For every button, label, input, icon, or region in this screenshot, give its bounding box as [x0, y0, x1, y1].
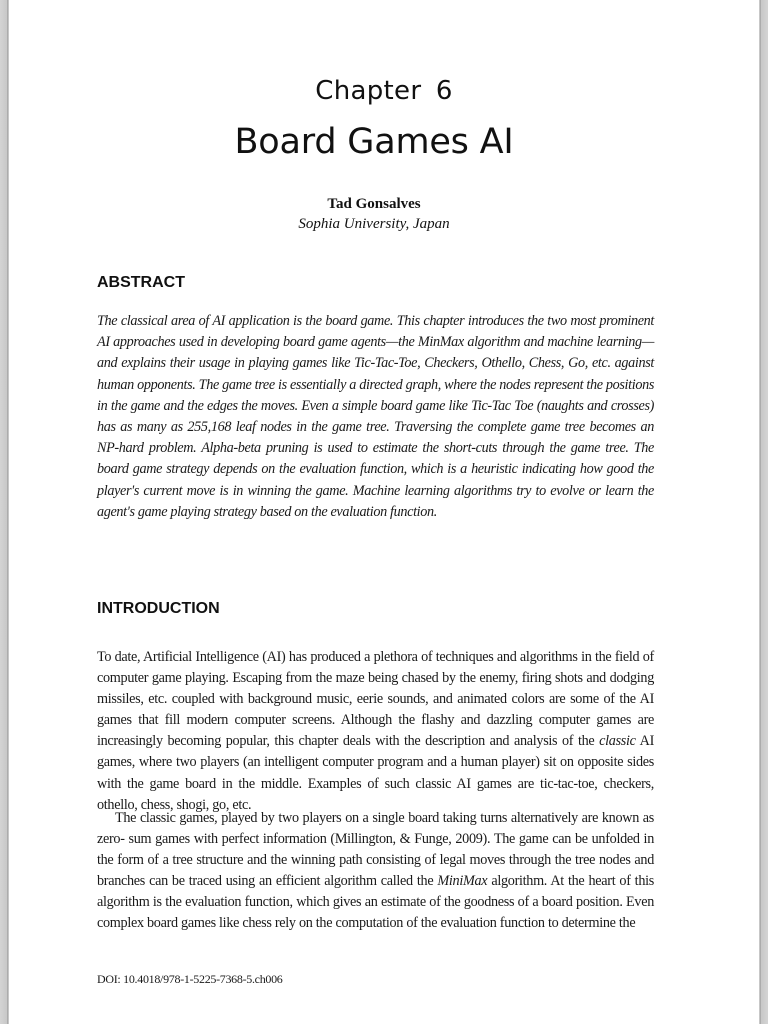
abstract-text: The classical area of AI application is the board game. This chapter introduces the two most prominent AI approaches used in developing board game agents—the MinMax algorithm and machine learning—and explains their usage in playing games like Tic-Tac-Toe, Checkers, Othello, Chess, Go, etc. against human opponents. The game tree is essentially a directed graph, where the nodes represent the positions in the game and the edges the moves. Even a simple board game like Tic-Tac Toe (naughts and crosses) has as many as 255,168 leaf nodes in the game tree. Traversing the complete game tree becomes an NP-hard problem. Alpha-beta pruning is used to estimate the short-cuts through the game tree. The board game strategy depends on the evaluation function, which is a heuristic indicating how good the player's current move is in winning the game. Machine learning algorithms try to evolve or learn the agent's game playing strategy based on the evaluation function. [97, 313, 654, 520]
paragraph-1-italic-term: classic [599, 733, 636, 750]
page-edge-right [759, 0, 768, 1024]
paragraph-1-text-end: AI games, where two players (an intelligent computer program and a human player) sit on opposite sides with the game board in the middle. Examples of such classic AI games are tic-tac-toe, checkers, othello, chess, shogi, go, etc. [97, 733, 654, 813]
chapter-title: Board Games AI [234, 122, 514, 162]
author-affiliation: Sophia University, Japan [298, 216, 450, 232]
paragraph-2-text-end: algorithm. At the heart of this algorithm is the evaluation function, which gives an estimate of the goodness of a board position. Even complex board games like chess rely on the computation of the evaluation function to determine the [97, 873, 654, 932]
paragraph-2-italic-term: MiniMax [437, 873, 488, 890]
introduction-heading: INTRODUCTION [97, 600, 220, 617]
paragraph-1-text-start: To date, Artificial Intelligence (AI) has produced a plethora of techniques and algorithms in the field of computer game playing. Escaping from the maze being chased by the enemy, firing shots and dodging missiles, etc. coupled with background music, eerie sounds, and animated colors are some of the AI games that fill modern computer screens. Although the flashy and dazzling computer games are increasingly becoming popular, this chapter deals with the description and analysis of the [97, 649, 654, 750]
author-name: Tad Gonsalves [327, 196, 421, 212]
abstract-heading: ABSTRACT [97, 274, 185, 291]
chapter-label: Chapter 6 [315, 76, 453, 106]
introduction-paragraph-1 [97, 647, 654, 816]
paragraph-2-text-start: The classic games, played by two players on a single board taking turns alternatively are known as zero- sum games with perfect information (Millington, & Funge, 2009). The game can be unfolded in the form of a tree structure and the winning path consisting of legal moves through the tree nodes and branches can be traced using an efficient algorithm called the [97, 810, 654, 890]
doi-footer: DOI: 10.4018/978-1-5225-7368-5.ch006 [97, 972, 283, 986]
introduction-paragraph-2 [97, 808, 654, 935]
